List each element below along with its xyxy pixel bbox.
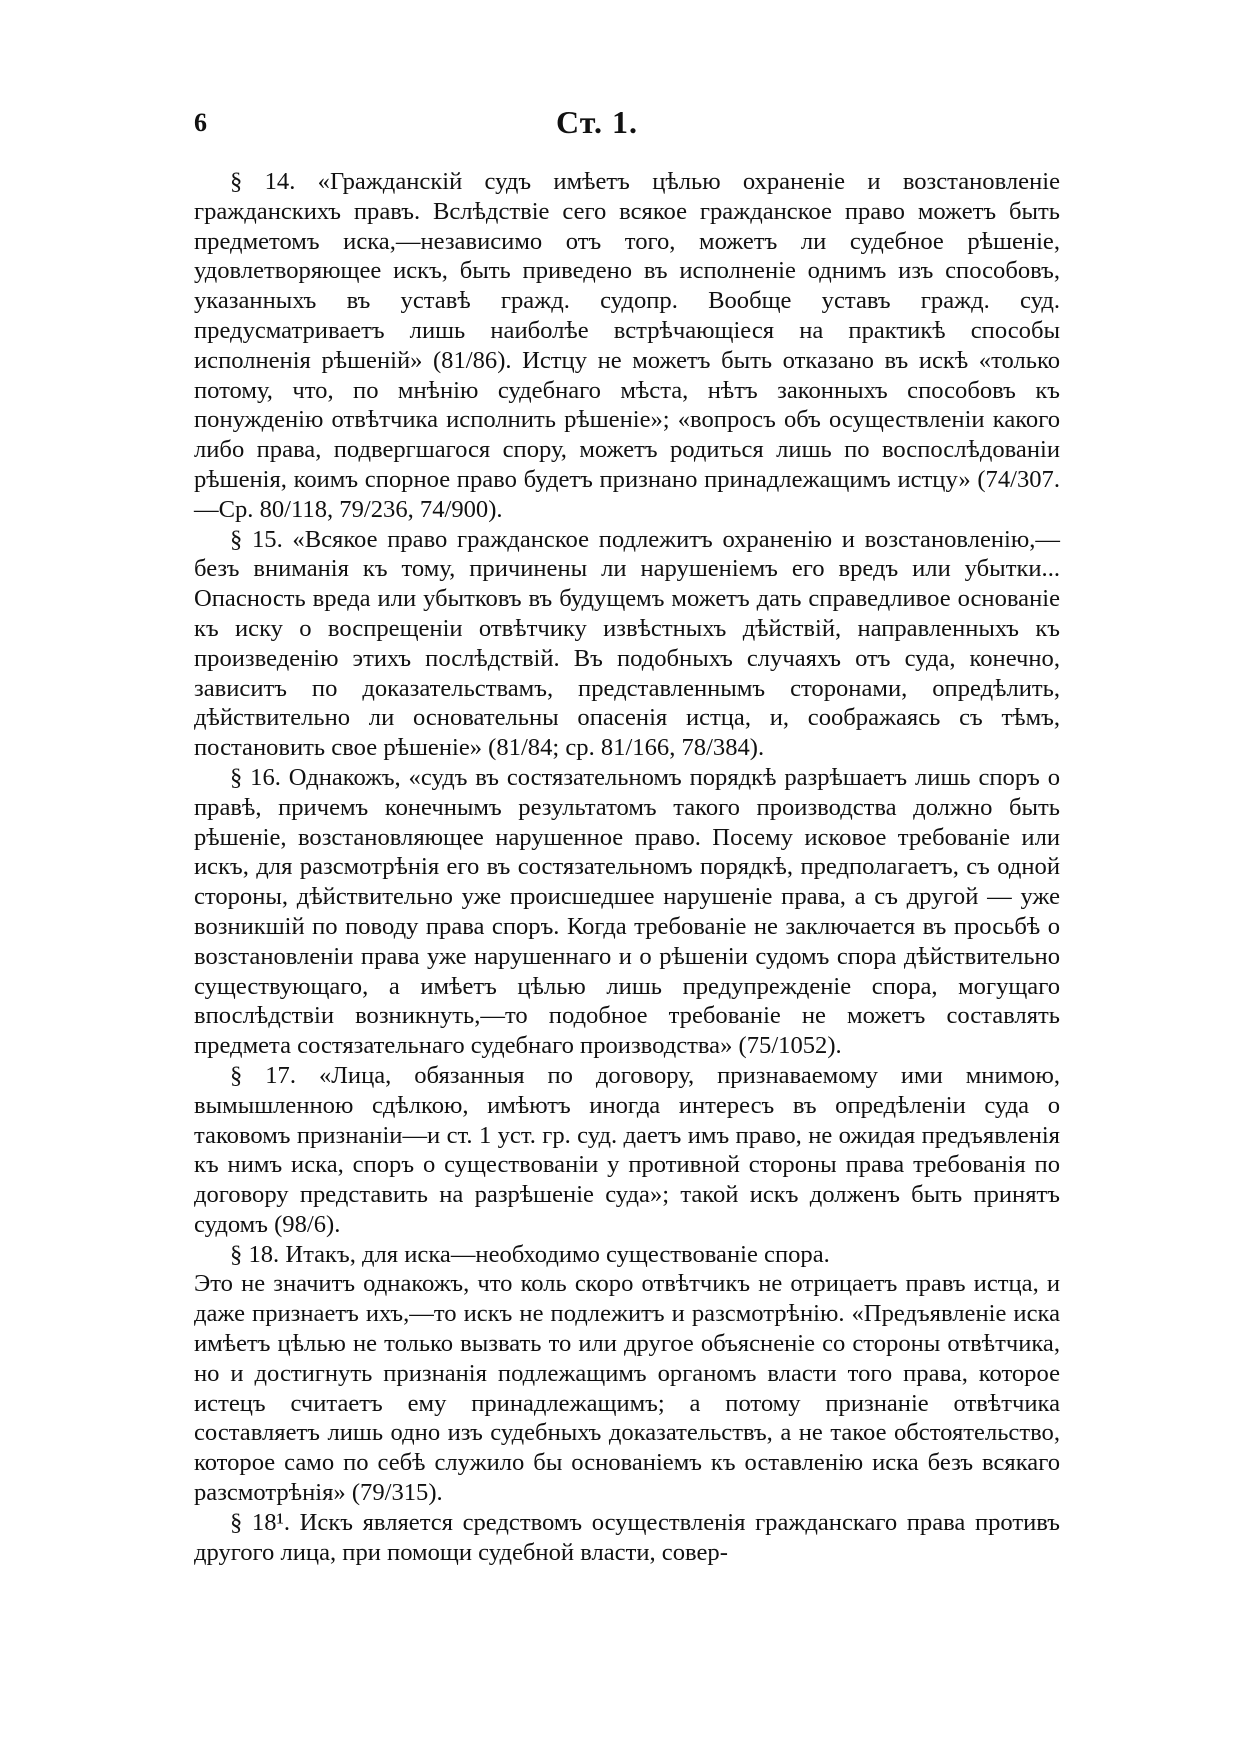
- paragraph-14: § 14. «Гражданскій судъ имѣетъ цѣлью охраненіе и возстановленіе гражданскихъ правъ. Вслѣдствіе сего всякое гражданское право можетъ быть предметомъ иска,—независимо отъ того, можетъ ли судебное рѣшеніе, удовлетворяющее искъ, быть приведено въ исполненіе однимъ изъ способовъ, указанныхъ въ уставѣ гражд. судопр. Вообще уставъ гражд. суд. предусматриваетъ лишь наиболѣе встрѣчающіеся на практикѣ способы исполненія рѣшеній» (81/86). Истцу не можетъ быть отказано въ искѣ «только потому, что, по мнѣнію судебнаго мѣста, нѣтъ законныхъ способовъ къ понужденію отвѣтчика исполнить рѣшеніе»; «вопросъ объ осуществленіи какого либо права, подвергшагося спору, можетъ родиться лишь по воспослѣдованіи рѣшенія, коимъ спорное право будетъ признано принадлежащимъ истцу» (74/307.—Ср. 80/118, 79/236, 74/900).: [194, 168, 1060, 523]
- paragraph-18: § 18. Итакъ, для иска—необходимо существованіе спора.: [230, 1240, 830, 1268]
- paragraph-17: § 17. «Лица, обязанныя по договору, признаваемому ими мнимою, вымышленною сдѣлкою, имѣютъ иногда интересъ въ опредѣленіи суда о таковомъ признаніи—и ст. 1 уст. гр. суд. даетъ имъ право, не ожидая предъявленія къ нимъ иска, споръ о существованіи у противной стороны права требованія по договору представить на разрѣшеніе суда»; такой искъ долженъ быть принятъ судомъ (98/6).: [194, 1061, 1060, 1238]
- body-text: [194, 167, 1060, 1567]
- page-number: 6: [194, 108, 207, 137]
- paragraph-16: § 16. Однакожъ, «судъ въ состязательномъ порядкѣ разрѣшаетъ лишь споръ о правѣ, причемъ конечнымъ результатомъ такого производства должно быть рѣшеніе, возстановляющее нарушенное право. Посему исковое требованіе или искъ, для разсмотрѣнія его въ состязательномъ порядкѣ, предполагаетъ, съ одной стороны, дѣйствительно уже происшедшее нарушеніе права, а съ другой — уже возникшій по поводу права споръ. Когда требованіе не заключается въ просьбѣ о возстановленіи права уже нарушеннаго и о рѣшеніи судомъ спора дѣйствительно существующаго, а имѣетъ цѣлью лишь предупрежденіе спора, могущаго впослѣдствіи возникнуть,—то подобное требованіе не можетъ составлять предмета состязательнаго судебнаго производства» (75/1052).: [194, 763, 1060, 1060]
- page-title: Ст. 1.: [556, 104, 638, 140]
- paragraph-15: § 15. «Всякое право гражданское подлежитъ охраненію и возстановленію,—безъ вниманія къ тому, причинены ли нарушеніемъ его вредъ или убытки... Опасность вреда или убытковъ въ будущемъ можетъ дать справедливое основаніе къ иску о воспрещеніи отвѣтчику извѣстныхъ дѣйствій, направленныхъ къ произведенію этихъ послѣдствій. Въ подобныхъ случаяхъ отъ суда, конечно, зависитъ по доказательствамъ, представленнымъ сторонами, опредѣлить, дѣйствительно ли основательны опасенія истца, и, соображаясь съ тѣмъ, постановить свое рѣшеніе» (81/84; ср. 81/166, 78/384).: [194, 525, 1060, 762]
- paragraph-18-1: § 18¹. Искъ является средствомъ осуществленія гражданскаго права противъ другого лица, при помощи судебной власти, совер-: [194, 1508, 1060, 1566]
- paragraph-18-continuation: Это не значитъ однакожъ, что коль скоро отвѣтчикъ не отрицаетъ правъ истца, и даже признаетъ ихъ,—то искъ не подлежитъ и разсмотрѣнію. «Предъявленіе иска имѣетъ цѣлью не только вызвать то или другое объясненіе со стороны отвѣтчика, но и достигнуть признанія подлежащимъ органомъ власти того права, которое истецъ считаетъ ему принадлежащимъ; а потому признаніе отвѣтчика составляетъ лишь одно изъ судебныхъ доказательствъ, а не такое обстоятельство, которое само по себѣ служило бы основаніемъ къ оставленію иска безъ всякаго разсмотрѣнія» (79/315).: [194, 1270, 1060, 1507]
